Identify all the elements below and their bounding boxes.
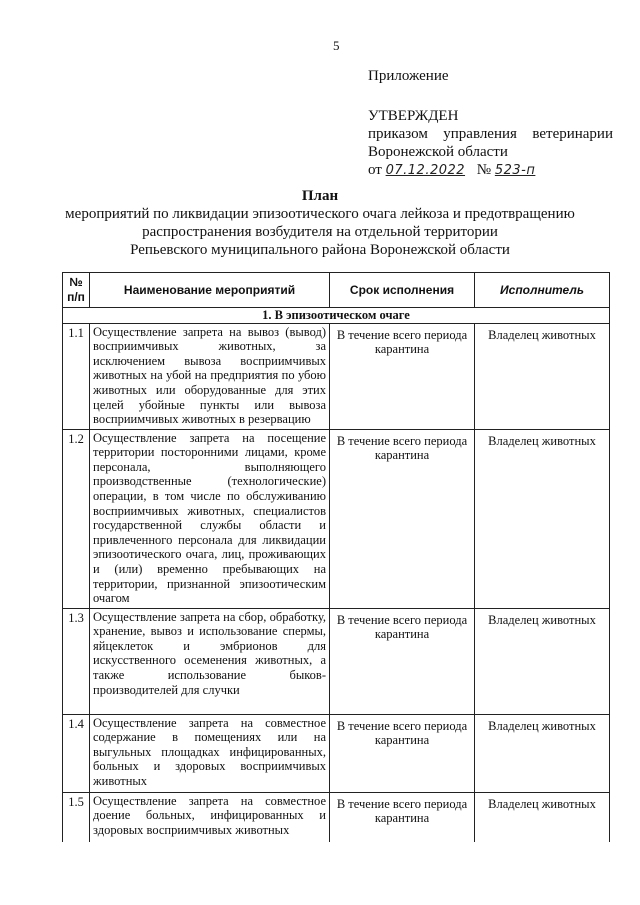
table-row	[63, 792, 610, 842]
table-row	[63, 714, 610, 792]
row-term: В течение всего периода карантина	[330, 792, 475, 842]
row-measure: Осуществление запрета на посещение территории посторонними лицами, кроме персонала, выполняющего производственные (технологические) операции, в том числе по обслуживанию восприимчивых животных, специалистов государственной службы области и привлеченного персонала для ликвидации эпизоотического очага, лиц, проживающих и (или) временно пребывающих на территории, признанной эпизоотическим очагом	[90, 429, 330, 608]
plan-table	[62, 272, 610, 842]
table-row	[63, 323, 610, 429]
handwritten-number: 523-п	[494, 163, 536, 178]
row-executor: Владелец животных	[475, 323, 610, 429]
section-row	[63, 308, 610, 324]
table-row	[63, 608, 610, 714]
from-label: от	[368, 162, 382, 178]
header-executor: Исполнитель	[475, 273, 610, 308]
row-measure: Осуществление запрета на совместное содержание в помещениях или на выгульных площадках инфицированных, больных и здоровых восприимчивых животных	[90, 714, 330, 792]
title-line-3: Репьевского муниципального района Воронежской области	[130, 242, 510, 258]
order-line-1: приказом управления ветеринарии	[368, 126, 613, 142]
row-number: 1.4	[63, 714, 90, 792]
row-number: 1.3	[63, 608, 90, 714]
row-executor: Владелец животных	[475, 714, 610, 792]
table-header-row	[63, 273, 610, 308]
header-term: Срок исполнения	[330, 273, 475, 308]
order-date-number	[368, 161, 613, 180]
row-term: В течение всего периода карантина	[330, 429, 475, 608]
section-title: 1. В эпизоотическом очаге	[63, 308, 610, 324]
row-term: В течение всего периода карантина	[330, 323, 475, 429]
handwritten-date: 07.12.2022	[385, 163, 466, 178]
row-measure: Осуществление запрета на вывоз (вывод) восприимчивых животных, за исключением вывоза восприимчивых животных на убой на предприятия по убою животных или оборудованные для этих целей убойные пункты или вывоза восприимчивых животных в резервацию	[90, 323, 330, 429]
row-number: 1.1	[63, 323, 90, 429]
title-heading: План	[301, 188, 339, 204]
row-measure: Осуществление запрета на совместное доение больных, инфицированных и здоровых восприимчивых животных	[90, 792, 330, 842]
row-number: 1.5	[63, 792, 90, 842]
document-title	[0, 187, 640, 259]
row-term: В течение всего периода карантина	[330, 608, 475, 714]
row-executor: Владелец животных	[475, 608, 610, 714]
approved-label: УТВЕРЖДЕН	[368, 108, 459, 124]
row-executor: Владелец животных	[475, 792, 610, 842]
approval-block	[368, 67, 613, 180]
row-measure: Осуществление запрета на сбор, обработку, хранение, вывоз и использование спермы, яйцеклеток и эмбрионов для искусственного осеменения животных, а также использование быков-производителей для случки	[90, 608, 330, 714]
row-number: 1.2	[63, 429, 90, 608]
title-line-1: мероприятий по ликвидации эпизоотического очага лейкоза и предотвращению	[65, 206, 575, 222]
row-term: В течение всего периода карантина	[330, 714, 475, 792]
page-number: 5	[333, 38, 340, 53]
header-num: № п/п	[63, 273, 90, 308]
row-executor: Владелец животных	[475, 429, 610, 608]
number-label: №	[476, 162, 492, 178]
appendix-label: Приложение	[368, 68, 449, 84]
title-line-2: распространения возбудителя на отдельной территории	[142, 224, 498, 240]
order-line-2: Воронежской области	[368, 144, 508, 160]
table-row	[63, 429, 610, 608]
header-name: Наименование мероприятий	[90, 273, 330, 308]
